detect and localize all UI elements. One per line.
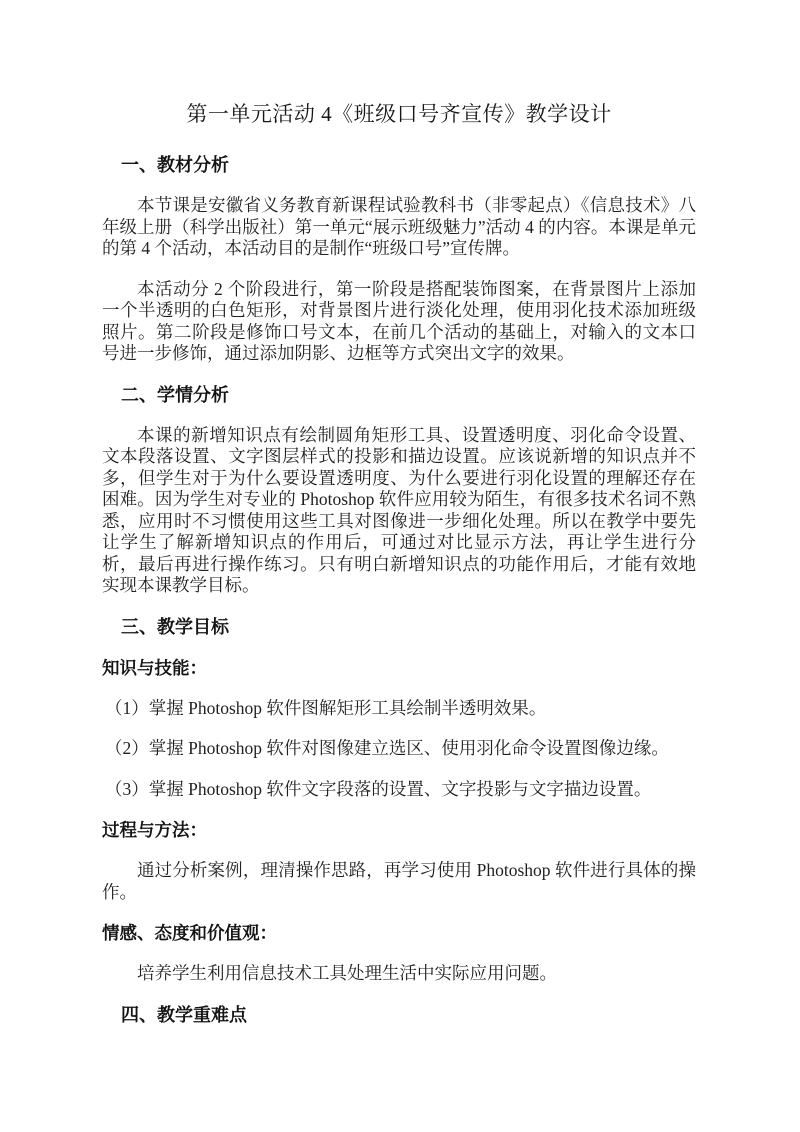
label-process-methods: 过程与方法： — [102, 820, 207, 840]
section-heading-material-analysis: 一、教材分析 — [121, 155, 229, 175]
label-knowledge-skills: 知识与技能： — [102, 657, 207, 678]
body-paragraph: 培养学生利用信息技术工具处理生活中实际应用问题。 — [137, 963, 557, 983]
section-heading-teaching-objectives: 三、教学目标 — [121, 616, 229, 637]
section-heading-learner-analysis: 二、学情分析 — [121, 384, 229, 405]
label-emotion-attitude-values: 情感、态度和价值观： — [102, 923, 277, 943]
body-paragraph: 本活动分 2 个阶段进行，第一阶段是搭配装饰图案，在背景图片上添加一个半透明的白色矩形，对背景图片进行淡化处理，使用羽化技术添加班级照片。第二阶段是修饰口号文本，在前几个活动的基础上，对输入的文本口号进一步修饰，通过添加阴影、边框等方式突出文字的效果。 — [102, 278, 696, 363]
body-paragraph: 本节课是安徽省义务教育新课程试验教科书（非零起点）《信息技术》八年级上册（科学出版社）第一单元“展示班级魅力”活动 4 的内容。本课是单元的第 4 个活动，本活动目的是制作“班级口号”宣传牌。 — [102, 195, 696, 258]
objective-item-1: （1）掌握 Photoshop 软件图解矩形工具绘制半透明效果。 — [105, 697, 547, 718]
section-heading-key-difficult-points: 四、教学重难点 — [121, 1004, 247, 1025]
body-paragraph: 通过分析案例，理清操作思路，再学习使用 Photoshop 软件进行具体的操作。 — [102, 860, 696, 902]
body-paragraph: 本课的新增知识点有绘制圆角矩形工具、设置透明度、羽化命令设置、文本段落设置、文字图层样式的投影和描边设置。应该说新增的知识点并不多，但学生对于为什么要设置透明度、为什么要进行羽化设置的理解还存在困难。因为学生对专业的 Photoshop 软件应用较为陌生，有很多技术名词不熟悉，应用时不习惯使用这些工具对图像进一步细化处理。所以在教学中要先让学生了解新增知识点的作用后，可通过对比显示方法，再让学生进行分析，最后再进行操作练习。只有明白新增知识点的功能作用后，才能有效地实现本课教学目标。 — [102, 424, 696, 595]
document-title: 第一单元活动 4《班级口号齐宣传》教学设计 — [186, 102, 612, 126]
objective-item-3: （3）掌握 Photoshop 软件文字段落的设置、文字投影与文字描边设置。 — [105, 778, 652, 799]
objective-item-2: （2）掌握 Photoshop 软件对图像建立选区、使用羽化命令设置图像边缘。 — [105, 738, 669, 758]
